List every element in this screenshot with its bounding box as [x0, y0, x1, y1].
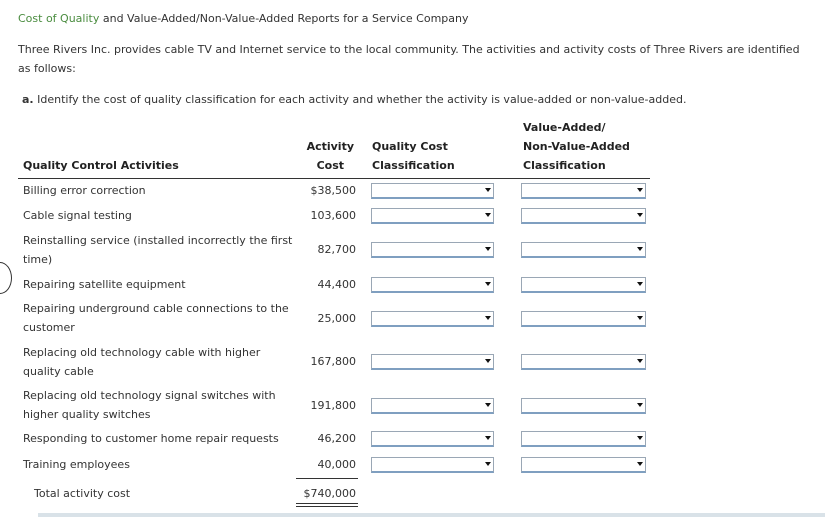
- va-class-select[interactable]: [521, 398, 646, 414]
- dropdown-arrow-icon: [637, 188, 643, 192]
- dropdown-arrow-icon: [637, 436, 643, 440]
- dropdown-arrow-icon: [485, 436, 491, 440]
- header-activities: Quality Control Activities: [23, 159, 179, 172]
- quality-class-select[interactable]: [371, 431, 494, 447]
- activity-label: Reinstalling service (installed incorrectly the first time): [23, 234, 293, 266]
- activity-label: Cable signal testing: [23, 209, 132, 222]
- header-va-line3: Classification: [523, 159, 606, 172]
- activity-cost: 191,800: [310, 399, 356, 412]
- activity-cost: 46,200: [317, 432, 356, 445]
- header-quality-line2: Classification: [372, 159, 455, 172]
- header-divider: [18, 178, 650, 179]
- total-double-rule: [296, 506, 358, 507]
- va-class-select[interactable]: [521, 208, 646, 224]
- quality-class-select[interactable]: [371, 208, 494, 224]
- va-class-select[interactable]: [521, 457, 646, 473]
- total-value: $740,000: [303, 487, 356, 500]
- dropdown-arrow-icon: [485, 316, 491, 320]
- dropdown-arrow-icon: [485, 282, 491, 286]
- dropdown-arrow-icon: [485, 247, 491, 251]
- page-title: [18, 12, 469, 25]
- va-class-select[interactable]: [521, 183, 646, 199]
- quality-class-select[interactable]: [371, 277, 494, 293]
- question-text: Identify the cost of quality classification for each activity and whether the activity is value-added or non-value-added.: [33, 93, 687, 106]
- activity-label: Replacing old technology cable with higher quality cable: [23, 346, 261, 378]
- activity-label: Responding to customer home repair requests: [23, 432, 279, 445]
- total-rule: [296, 478, 358, 479]
- intro-text: Three Rivers Inc. provides cable TV and Internet service to the local community. The activities and activity costs of Three Rivers are identified as follows:: [18, 43, 800, 75]
- cursor-circle-icon: [0, 262, 12, 294]
- activity-label: Repairing satellite equipment: [23, 278, 186, 291]
- activity-label: Training employees: [23, 458, 130, 471]
- quality-class-select[interactable]: [371, 242, 494, 258]
- activity-label: Billing error correction: [23, 184, 146, 197]
- header-cost-line1: Activity: [306, 140, 354, 153]
- activity-cost: 44,400: [317, 278, 356, 291]
- quality-class-select[interactable]: [371, 398, 494, 414]
- question: [22, 93, 686, 106]
- title-link[interactable]: Cost of Quality: [18, 12, 100, 25]
- header-quality-line1: Quality Cost: [372, 140, 448, 153]
- quality-class-select[interactable]: [371, 457, 494, 473]
- dropdown-arrow-icon: [637, 403, 643, 407]
- activity-label: Repairing underground cable connections to the customer: [23, 302, 289, 334]
- activity-cost: 167,800: [310, 355, 356, 368]
- activity-cost: 25,000: [317, 312, 356, 325]
- dropdown-arrow-icon: [637, 316, 643, 320]
- activity-cost: 82,700: [317, 243, 356, 256]
- question-label: a.: [22, 93, 34, 106]
- total-double-rule: [296, 503, 358, 504]
- activity-cost: 103,600: [310, 209, 356, 222]
- va-class-select[interactable]: [521, 431, 646, 447]
- va-class-select[interactable]: [521, 311, 646, 327]
- va-class-select[interactable]: [521, 354, 646, 370]
- dropdown-arrow-icon: [637, 247, 643, 251]
- dropdown-arrow-icon: [485, 403, 491, 407]
- dropdown-arrow-icon: [637, 213, 643, 217]
- dropdown-arrow-icon: [637, 282, 643, 286]
- bottom-scroll-region: [38, 513, 825, 517]
- va-class-select[interactable]: [521, 277, 646, 293]
- activity-label: Replacing old technology signal switches with higher quality switches: [23, 389, 276, 421]
- quality-class-select[interactable]: [371, 311, 494, 327]
- dropdown-arrow-icon: [485, 359, 491, 363]
- header-cost-line2: Cost: [316, 159, 344, 172]
- dropdown-arrow-icon: [485, 462, 491, 466]
- dropdown-arrow-icon: [485, 188, 491, 192]
- dropdown-arrow-icon: [637, 462, 643, 466]
- dropdown-arrow-icon: [485, 213, 491, 217]
- activity-cost: $38,500: [310, 184, 356, 197]
- quality-class-select[interactable]: [371, 354, 494, 370]
- activity-cost: 40,000: [317, 458, 356, 471]
- title-text: and Value-Added/Non-Value-Added Reports for a Service Company: [99, 12, 469, 25]
- total-label: Total activity cost: [34, 487, 131, 500]
- dropdown-arrow-icon: [637, 359, 643, 363]
- header-va-line2: Non-Value-Added: [523, 140, 630, 153]
- header-va-line1: Value-Added/: [523, 121, 606, 134]
- quality-class-select[interactable]: [371, 183, 494, 199]
- va-class-select[interactable]: [521, 242, 646, 258]
